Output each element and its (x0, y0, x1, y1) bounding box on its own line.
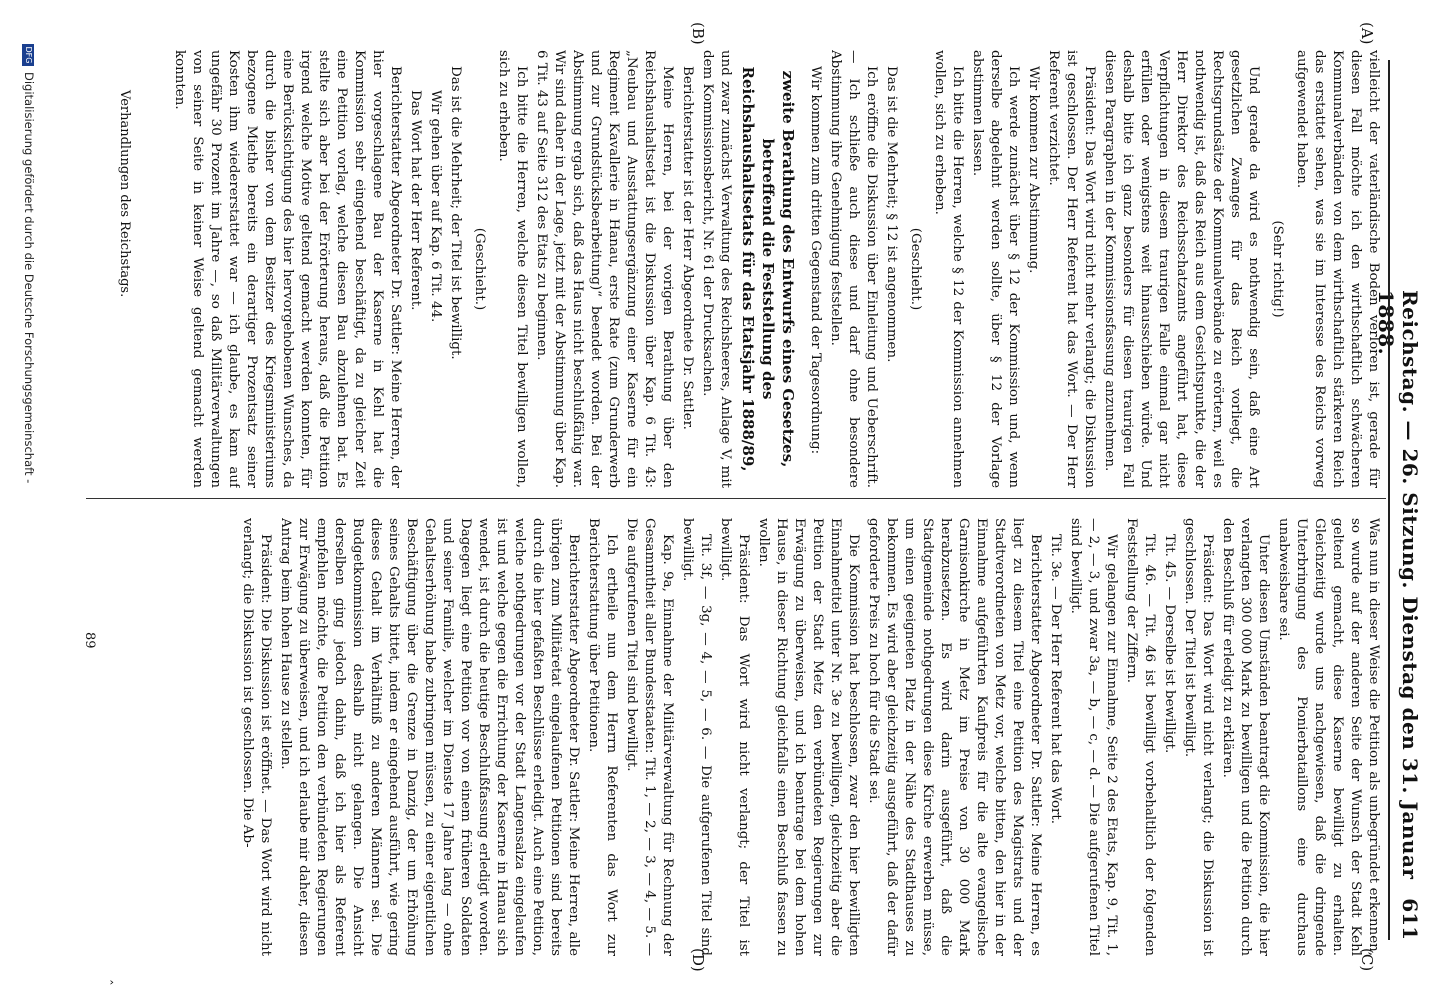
paragraph: Präsident: Das Wort wird nicht verlangt; die Diskussion ist geschlossen. Der Titel ist bewilligt. (1182, 518, 1215, 956)
header-title: Reichstag. — 26. Sitzung. Dienstag den 31. Januar 1888. (1374, 290, 1422, 880)
paragraph: Kap. 9a, Einnahme der Militärverwaltung für Rechnung der Gesammtheit aller Bundesstaaten: Tit. 1, — 2, — 3, — 4, — 5. — Die aufgerufenen Titel sind bewilligt. (624, 518, 675, 956)
paragraph: Die Kommission hat beschlossen, zwar den hier bewilligten Einnahmetitel unter Nr. 3e zu bewilligen, gleichzeitig aber die Petition der Stadt Metz den verbündeten Regierungen zur Erwägung zu überweisen, und ich beantrage bei dem hohen Hause, in dieser Richtung gleichfalls einen Beschluß fassen zu wollen. (756, 518, 861, 956)
left-column (82, 50, 1382, 488)
digitization-credit (18, 44, 36, 924)
paragraph: Tit. 46. — Tit. 46 ist bewilligt vorbehaltlich der folgenden Feststellung der Ziffern. (1124, 518, 1157, 956)
paragraph: Was nun in dieser Weise die Petition als unbegründet erkennen, so wurde auf der anderen Seite der Wunsch der Stadt Kehl geltend gemacht, diese Kaserne bewilligt zu erhalten. Gleichzeitig wurde uns nachgewiesen, daß die dringende Unterbringung des Pionierbataillons eine durchaus unabweisbare sei. (1276, 518, 1381, 956)
interjection: (Sehr richtig!) (1270, 220, 1285, 318)
header-rule (1388, 60, 1390, 940)
margin-marker-d: (D) (689, 948, 707, 972)
paragraph: Wir kommen zum dritten Gegenstand der Tagesordnung: (808, 66, 823, 455)
paragraph: Und gerade da wird es nothwendig sein, daß eine Art gesetzlichen Zwanges für das Reich vorliegt, die Rechtsgrundsätze der Kommunalverbände zu erörtern, weil es nothwendig ist, daß das Reich aus dem Gesichtspunkte, die der Herr Direktor des Reichsschatzamts angeführt hat, diese Verpflichtungen in diesem traurigen Falle einmal gar nicht erfüllen oder wenigstens weit hinausschieben würde. Und deshalb bitte ich ganz besonders für diesen traurigen Fall diesen Paragraphen in der Kommissionsfassung anzunehmen. (1102, 50, 1261, 488)
paragraph: und zwar zunächst Verwaltung des Reichsheeres, Anlage V, mit dem Kommissionsbericht, Nr. 61 der Drucksachen. (700, 50, 733, 488)
speech-paragraph: Berichterstatter Abgeordneter Dr. Sattler: Meine Herren, der hier vorgeschlagene Bau der Kaserne in Kehl hat die Kommission sehr eingehend beschäftigt, da zu gleicher Zeit eine Petition vorlag, welche diesen Bau abzulehnen bat. Es stellte sich aber bei der Erörterung heraus, daß die Petition irgend welche Motive geltend gemacht werden konnten, für eine Berücksichtigung des hier hervorgehobenen Wunsches, da durch die bisher von dem Besitzer des Kriegsministeriums bezogene Miethe bereits ein derartiger Prozentsatz seiner Kosten ihm wiedererstattet war — ich glaube, es kam auf ungefähr 30 Prozent im Jahre —, so daß Militärverwaltungen von seiner Seite in keiner Weise geltend gemacht werden konnten. (172, 50, 403, 488)
paragraph: Berichterstatter ist der Herr Abgeordnete Dr. Sattler. (680, 66, 695, 430)
paragraph: Das ist die Mehrheit; § 12 ist angenommen. (884, 66, 899, 363)
interjection: (Geschieht.) (908, 227, 923, 311)
footer-page-marker: 89 (82, 632, 97, 649)
speech-paragraph: Berichterstatter Abgeordneter Dr. Sattler: Meine Herren, alle übrigen zum Militäretat eingelaufenen Petitionen sind bereits durch die hier gefaßten Beschlüsse erledigt. Auch eine Petition, welche nothgedrungen vor der Stadt Langensalza eingelaufen ist und welche gegen die Errichtung der Kaserne in Hanau sich wendet, ist durch die heutige Beschlußfassung erledigt worden. Dagegen liegt eine Petition vor von einem früheren Soldaten und seiner Familie, welcher im Dienste 17 Jahre lang — ohne Gehaltserhöhung habe zubringen müssen, zu einer eigentlichen Beschäftigung über die Grenze in Danzig, der um Erhöhung seines Gehalts bittet, indem er eingehend ausführt, wie gering dieses Gehalt im Verhältniß zu anderen Männern sei. Die Budgetkommission deshalb nicht gelangen. Die Ansicht derselben ging jedoch dahin, daß ich hier als Referent empfehlen möchte, die Petition den verbündeten Regierungen zur Erwägung zu überweisen, und ich erlaube mir daher, diesen Antrag beim hohen Hause zu stellen. (278, 518, 581, 956)
paragraph: Das Wort hat der Herr Referent. (408, 90, 423, 311)
header-page-number: 611 (1398, 898, 1422, 940)
footer-publication: Verhandlungen des Reichstags. (117, 90, 132, 298)
paragraph: Ich eröffne die Diskussion über Einleitung und Ueberschrift. — Ich schließe auch diese und darf ohne besondere Abstimmung ihre Genehmigung feststellen. (828, 50, 879, 488)
paragraph: Ich bitte die Herren, welche diesen Titel bewilligen wollen, sich zu erheben. (496, 50, 529, 488)
paragraph: Tit. 3f, — 3g, — 4, — 5, — 6. — Die aufgerufenen Titel sind bewilligt. (680, 518, 713, 956)
paragraph: Wir gelangen zur Einnahme, Seite 2 des Etats, Kap. 9, Tit. 1, — 2, — 3, und zwar 3a, — b, — c, — d. — Die aufgerufenen Titel sind bewilligt. (1068, 518, 1119, 956)
column-divider (86, 498, 1386, 499)
paragraph: Wir gehen über auf Kap. 6 Tit. 44. (428, 90, 443, 323)
paragraph: Präsident: Das Wort wird nicht mehr verlangt; die Diskussion ist geschlossen. Der Herr Referent hat das Wort. — Der Herr Referent verzichtet. (1046, 50, 1097, 488)
margin-marker-b: (B) (689, 22, 707, 45)
running-header (1374, 80, 1426, 940)
paragraph: Unter diesen Umständen beantragt die Kommission, die hier verlangten 300 000 Mark zu bewilligen und die Petition durch den Beschluß für erledigt zu erklären. (1220, 518, 1271, 956)
paragraph: Präsident: Das Wort wird nicht verlangt; der Titel ist bewilligt. (718, 518, 751, 956)
dfg-logo: DFG (23, 44, 35, 66)
paragraph: Wir kommen zur Abstimmung. (1026, 66, 1041, 274)
paragraph: vielleicht der vaterländische Boden verloren ist, gerade für diesen Fall möchte ich den wirthschaftlich schwächeren Kommunalverbänden von dem wirthschaftlich stärkeren Reich das erstattet sehen, was sie im Interesse des Reichs vorweg aufgewendet haben. (1294, 50, 1381, 488)
paragraph: Präsident: Die Diskussion ist eröffnet. — Das Wort wird nicht verlangt; die Diskussion ist geschlossen. Die Ab- (240, 518, 273, 956)
speech-paragraph: Berichterstatter Abgeordneter Dr. Sattler: Meine Herren, es liegt zu diesem Titel eine Petition des Magistrats und der Stadtverordneten von Metz vor, welche bitten, den hier in der Einnahme aufgeführten Kaufpreis für die alte evangelische Garnisonkirche in Metz im Preise von 30 000 Mark herabzusetzen. Es wird darin ausgeführt, daß die Stadtgemeinde nothgedrungen diese Kirche erwerben müsse, um einen geeigneten Platz in der Nähe des Stadthauses zu bekommen. Es wird aber gleichzeitig ausgeführt, daß der dafür geforderte Preis zu hoch für die Stadt sei. (866, 518, 1043, 956)
paragraph: Tit. 45. — Derselbe ist bewilligt. (1162, 534, 1177, 754)
paragraph: Ich bitte die Herren, welche § 12 der Kommission annehmen wollen, sich zu erheben. (932, 50, 965, 488)
paragraph: Tit. 3e. — Der Herr Referent hat das Wort. (1048, 534, 1063, 825)
paragraph: Ich ertheile nun dem Herrn Referenten das Wort zur Berichterstattung über Petitionen. (586, 518, 619, 956)
paragraph: Meine Herren, bei der vorigen Berathung über den Reichshaushaltsetat ist die Diskussion über Kap. 6 Tit. 43: „Neubau und Ausstattungsergänzung einer Kaserne für ein Regiment Kavallerie in Hanau, erste Rate (zum Grunderwerb und zur Grundstücksbearbeitung)“ beendet worden. Bei der Abstimmung ergab sich, daß das Haus nicht beschlußfähig war. Wir sind daher in der Lage, jetzt mit der Abstimmung über Kap. 6 Tit. 43 auf Seite 312 des Etats zu beginnen. (534, 50, 675, 488)
caret-mark: ‸ (110, 980, 126, 985)
margin-marker-c: (C) (1358, 948, 1376, 972)
margin-marker-a: (A) (1358, 22, 1376, 45)
interjection: (Geschieht.) (472, 227, 487, 311)
credit-text: Digitalisierung gefördert durch die Deutsche Forschungsgemeinschaft - (22, 72, 36, 484)
paragraph: Das ist die Mehrheit; der Titel ist bewilligt. (448, 66, 463, 360)
paragraph: Ich werde zunächst über § 12 der Kommission und, wenn derselbe abgelehnt werden sollte, über § 12 der Vorlage abstimmen lassen. (970, 50, 1021, 488)
agenda-heading: zweite Berathung des Entwurfs eines Gesetzes, betreffend die Feststellung des Reichshaushaltsetats für das Etatsjahr 1888/89, (739, 66, 797, 472)
right-column (82, 518, 1382, 956)
